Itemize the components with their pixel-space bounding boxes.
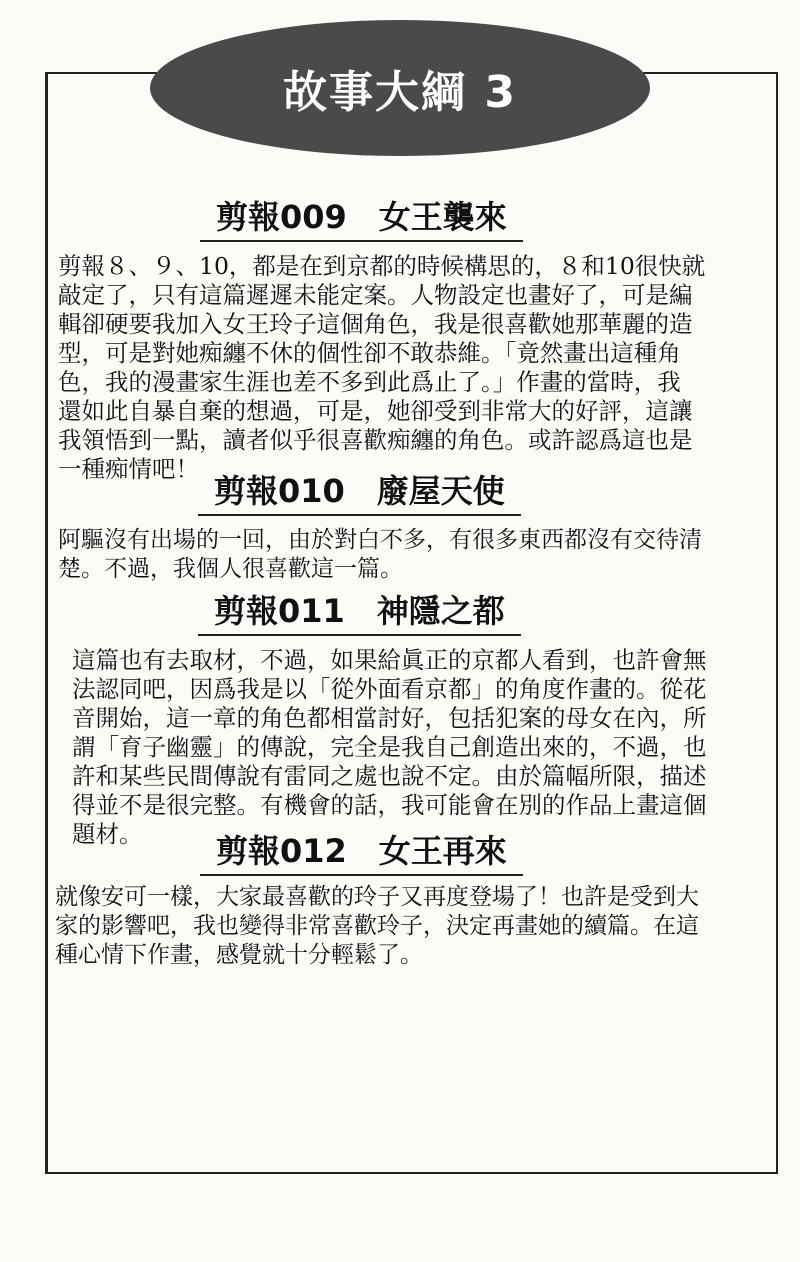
text-line: 剪報８、９、10，都是在到京都的時候構思的，８和10很快就 — [58, 252, 706, 280]
section-text-011 — [72, 646, 707, 849]
text-line: 一種痴情吧！ — [58, 455, 199, 483]
page-title: 故事大綱 3 — [283, 67, 517, 118]
section-text-012 — [55, 883, 699, 970]
section-text-009 — [58, 252, 705, 484]
text-line: 型，可是對她痴纏不休的個性卻不敢恭維。「竟然畫出這種角 — [58, 339, 681, 367]
section-heading-011: 剪報011 神隱之都 — [198, 586, 521, 636]
text-line: 法認同吧，因爲我是以「從外面看京都」的角度作畫的。從花 — [72, 675, 707, 703]
text-line: 這篇也有去取材，不過，如果給眞正的京都人看到，也許會無 — [72, 646, 707, 674]
text-line: 謂「育子幽靈」的傳說，完全是我自己創造出來的，不過，也 — [72, 733, 707, 761]
text-line: 色，我的漫畫家生涯也差不多到此爲止了。」作畫的當時，我 — [58, 368, 681, 396]
section-heading-012: 剪報012 女王再來 — [200, 826, 523, 876]
text-line: 就像安可一樣，大家最喜歡的玲子又再度登場了！也許是受到大 — [55, 884, 699, 910]
text-line: 題材。 — [72, 820, 143, 848]
section-heading-010: 剪報010 廢屋天使 — [198, 466, 521, 516]
text-line: 得並不是很完整。有機會的話，我可能會在別的作品上畫這個 — [72, 791, 707, 819]
section-heading-009: 剪報009 女王襲來 — [200, 192, 523, 242]
text-line: 音開始，這一章的角色都相當討好，包括犯案的母女在內，所 — [72, 704, 707, 732]
text-line: 楚。不過，我個人很喜歡這一篇。 — [58, 556, 403, 582]
text-line: 許和某些民間傳說有雷同之處也說不定。由於篇幅所限，描述 — [72, 762, 707, 790]
text-line: 家的影響吧，我也變得非常喜歡玲子，決定再畫她的續篇。在這 — [55, 913, 699, 939]
text-line: 還如此自暴自棄的想過，可是，她卻受到非常大的好評，這讓 — [58, 397, 693, 425]
section-text-010 — [58, 526, 702, 584]
title-banner — [150, 20, 650, 156]
text-line: 輯卻硬要我加入女王玲子這個角色，我是很喜歡她那華麗的造 — [58, 310, 693, 338]
text-line: 阿驅沒有出場的一回，由於對白不多，有很多東西都沒有交待清 — [58, 527, 702, 553]
text-line: 種心情下作畫，感覺就十分輕鬆了。 — [55, 942, 423, 968]
text-line: 我領悟到一點，讀者似乎很喜歡痴纏的角色。或許認爲這也是 — [58, 426, 693, 454]
text-line: 敲定了，只有這篇遲遲未能定案。人物設定也畫好了，可是編 — [58, 281, 693, 309]
